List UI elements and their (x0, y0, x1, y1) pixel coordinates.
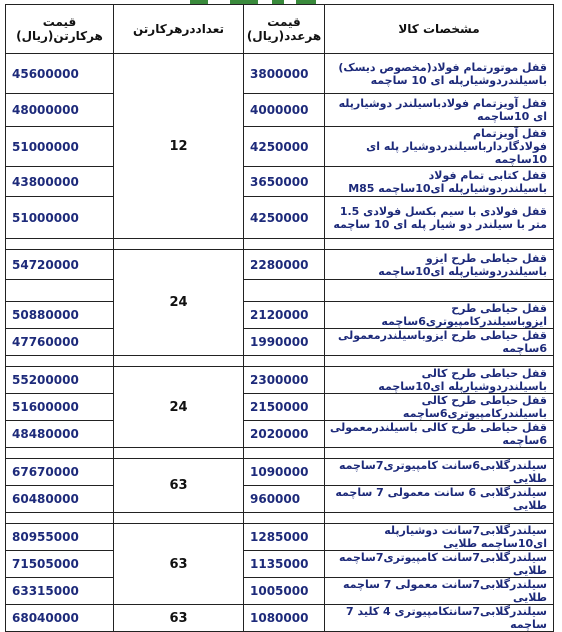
header-row (6, 5, 554, 54)
spacer-row (6, 513, 554, 524)
spacer-cell (244, 513, 325, 524)
table-body (6, 54, 554, 632)
count-per-carton: 12 (114, 54, 244, 239)
table-row (6, 250, 554, 280)
spacer-row (6, 356, 554, 367)
unit-price: 1005000 (244, 578, 325, 605)
table-row (6, 302, 554, 329)
carton-price: 71505000 (6, 551, 114, 578)
carton-price: 51600000 (6, 394, 114, 421)
count-per-carton: 24 (114, 250, 244, 356)
table-row (6, 551, 554, 578)
unit-price: 4000000 (244, 94, 325, 127)
item-description: قفل فولادی با سیم بکسل فولادی 1.5 متر با سیلندر دو شیار پله ای 10 ساچمه (325, 197, 554, 239)
item-description: سیلندرگلابی7سانتکامپیوتری 4 کلید 7 ساچمه (325, 605, 554, 632)
carton-price: 47760000 (6, 329, 114, 356)
unit-price: 4250000 (244, 197, 325, 239)
table-row (6, 578, 554, 605)
carton-price: 48000000 (6, 94, 114, 127)
item-description: قفل حیاطی طرح ایزوباسیلندرمعمولی 6ساچمه (325, 329, 554, 356)
table-row (6, 459, 554, 486)
unit-price: 2150000 (244, 394, 325, 421)
table-row (6, 421, 554, 448)
table-row (6, 486, 554, 513)
item-description: سیلندرگلابی6سانت کامپیوتری7ساچمه طلایی (325, 459, 554, 486)
carton-price (6, 280, 114, 302)
carton-price: 48480000 (6, 421, 114, 448)
item-description: قفل حیاطی طرح ایزو باسیلندردوشیارپله ای10ساچمه (325, 250, 554, 280)
spacer-cell (325, 356, 554, 367)
carton-price: 54720000 (6, 250, 114, 280)
carton-price: 80955000 (6, 524, 114, 551)
spacer-cell (114, 448, 244, 459)
table-row (6, 367, 554, 394)
carton-price: 60480000 (6, 486, 114, 513)
unit-price (244, 280, 325, 302)
spacer-cell (325, 448, 554, 459)
carton-price: 67670000 (6, 459, 114, 486)
unit-price: 2120000 (244, 302, 325, 329)
item-description: قفل حیاطی طرح ایزوباسیلندرکامپیوتری6ساچمه (325, 302, 554, 329)
carton-price: 43800000 (6, 167, 114, 197)
header-unit-price: قیمت هرعدد(ریال) (244, 5, 325, 54)
item-description: قفل حیاطی طرح کالی باسیلندردوشیارپله ای10ساچمه (325, 367, 554, 394)
item-description: قفل حیاطی طرح کالی باسیلندرمعمولی 6ساچمه (325, 421, 554, 448)
carton-price: 45600000 (6, 54, 114, 94)
table-row (6, 329, 554, 356)
spacer-cell (244, 239, 325, 250)
unit-price: 2300000 (244, 367, 325, 394)
price-list-table (5, 4, 554, 632)
item-description: قفل آویزتمام فولادباسیلندر دوشیارپله ای 10ساچمه (325, 94, 554, 127)
table-row (6, 605, 554, 632)
carton-price: 63315000 (6, 578, 114, 605)
item-description: قفل موتورتمام فولاد(مخصوص دیسک) باسیلندردوشیارپله ای 10 ساچمه (325, 54, 554, 94)
item-description: سیلندرگلابی7سانت کامپیوتری7ساچمه طلایی (325, 551, 554, 578)
item-description: قفل آویزتمام فولادگاردارباسیلندردوشیار پله ای 10ساچمه (325, 127, 554, 167)
item-description: سیلندرگلابی 6 سانت معمولی 7 ساچمه طلایی (325, 486, 554, 513)
count-per-carton: 63 (114, 459, 244, 513)
unit-price: 1990000 (244, 329, 325, 356)
count-per-carton: 63 (114, 605, 244, 632)
table-row (6, 167, 554, 197)
table-row (6, 394, 554, 421)
item-description: قفل حیاطی طرح کالی باسیلندرکامپیوتری6ساچمه (325, 394, 554, 421)
carton-price: 51000000 (6, 197, 114, 239)
unit-price: 1135000 (244, 551, 325, 578)
table-row (6, 280, 554, 302)
item-description: قفل کتابی تمام فولاد باسیلندردوشیارپله ای10ساچمه M85 (325, 167, 554, 197)
table-row (6, 54, 554, 94)
spacer-cell (114, 356, 244, 367)
table-row (6, 524, 554, 551)
spacer-cell (114, 239, 244, 250)
unit-price: 1285000 (244, 524, 325, 551)
spacer-cell (114, 513, 244, 524)
count-per-carton: 63 (114, 524, 244, 605)
unit-price: 1080000 (244, 605, 325, 632)
unit-price: 960000 (244, 486, 325, 513)
count-per-carton: 24 (114, 367, 244, 448)
spacer-cell (325, 513, 554, 524)
spacer-cell (244, 448, 325, 459)
item-description (325, 280, 554, 302)
spacer-cell (6, 448, 114, 459)
table-row (6, 127, 554, 167)
spacer-cell (325, 239, 554, 250)
carton-price: 51000000 (6, 127, 114, 167)
item-description: سیلندرگلابی7سانت دوشیارپله ای10ساچمه طلایی (325, 524, 554, 551)
unit-price: 3800000 (244, 54, 325, 94)
spacer-cell (244, 356, 325, 367)
unit-price: 4250000 (244, 127, 325, 167)
header-count-per-carton: تعداددرهرکارتن (114, 5, 244, 54)
table-row (6, 94, 554, 127)
spacer-row (6, 239, 554, 250)
spacer-cell (6, 239, 114, 250)
header-carton-price: قیمت هرکارتن(ریال) (6, 5, 114, 54)
spacer-row (6, 448, 554, 459)
unit-price: 1090000 (244, 459, 325, 486)
table-row (6, 197, 554, 239)
spacer-cell (6, 356, 114, 367)
carton-price: 55200000 (6, 367, 114, 394)
header-description: مشخصات کالا (325, 5, 554, 54)
spacer-cell (6, 513, 114, 524)
carton-price: 68040000 (6, 605, 114, 632)
unit-price: 3650000 (244, 167, 325, 197)
item-description: سیلندرگلابی7سانت معمولی 7 ساچمه طلایی (325, 578, 554, 605)
unit-price: 2020000 (244, 421, 325, 448)
unit-price: 2280000 (244, 250, 325, 280)
carton-price: 50880000 (6, 302, 114, 329)
